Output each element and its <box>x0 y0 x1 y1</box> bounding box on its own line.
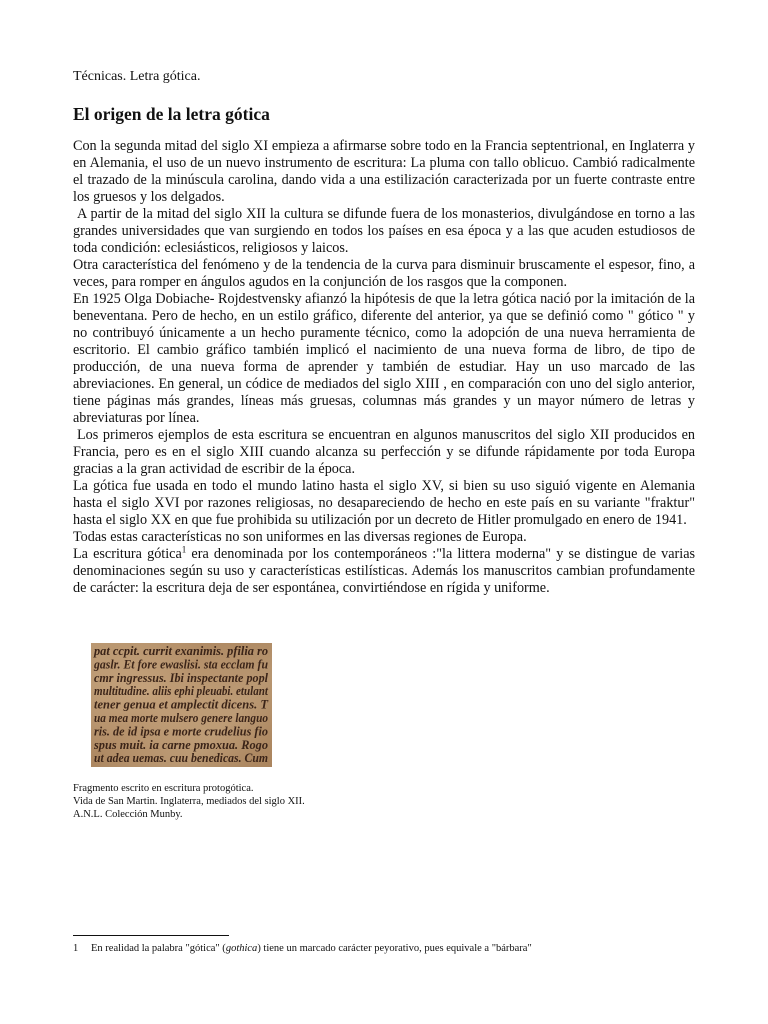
footnote <box>73 942 532 955</box>
page-title: El origen de la letra gótica <box>73 104 270 124</box>
paragraph-7: Todas estas características no son uniformes en las diversas regiones de Europa. <box>73 529 527 545</box>
paragraph-4: En 1925 Olga Dobiache- Rojdestvensky afianzó la hipótesis de que la letra gótica nació por la imitación de la beneventana. Pero de hecho, en un estilo gráfico, diferente del anterior, ya que se definió como " gótico " y no contribuyó únicamente a un hecho puramente técnico, como la adopción de una nueva herramienta de escritorio. El cambio gráfico también implicó el nacimiento de una nueva forma de libro, de tipo de producción, de una nueva forma de aprender y también de estudiar. Hay un uso marcado de las abreviaciones. En general, un códice de mediados del siglo XIII , en comparación con uno del siglo anterior, tiene páginas más grandes, líneas más gruesas, columnas más grandes y un mayor número de letras y abreviaturas por línea. <box>73 291 695 426</box>
manuscript-line: ua mea morte mulsero genere languo <box>94 711 268 725</box>
paragraph-8-start: La escritura gótica <box>73 546 182 562</box>
footnote-text-start: En realidad la palabra "gótica" ( <box>91 943 226 954</box>
article-body <box>73 138 695 597</box>
caption-line-3: A.N.L. Colección Munby. <box>73 809 183 820</box>
manuscript-line: pat ccpit. currit exanimis. pfilia ro <box>93 644 268 658</box>
manuscript-line: ut adea uemas. cuu benedicas. Cum <box>94 751 269 766</box>
manuscript-line: multitudine. aliis ephi pleuabi. etulant <box>94 684 269 699</box>
manuscript-line: cmr ingressus. Ibi inspectante popl <box>94 670 269 685</box>
footnote-reference[interactable]: 1 <box>181 544 187 555</box>
footnote-italic-word: gothica <box>225 943 258 954</box>
footnote-number: 1 <box>73 943 79 954</box>
figure-caption <box>73 782 305 821</box>
paragraph-8 <box>73 546 695 597</box>
manuscript-line: gaslr. Et fore ewaslisi. sta ecclam fu <box>93 657 269 672</box>
paragraph-6: La gótica fue usada en todo el mundo latino hasta el siglo XV, si bien su uso siguió vigente en Alemania hasta el siglo XVI por razones religiosas, no desapareciendo de hecho en este país en su variante "fraktur" hasta el siglo XX en que fue prohibida su utilización por un decreto de Hitler promulgado en enero de 1941. <box>73 478 695 528</box>
page-header: Técnicas. Letra gótica. <box>73 69 201 84</box>
manuscript-line: spus muit. ia carne pmoxua. Rogo <box>93 737 268 752</box>
caption-line-2: Vida de San Martin. Inglaterra, mediados del siglo XII. <box>73 796 305 807</box>
paragraph-2: A partir de la mitad del siglo XII la cultura se difunde fuera de los monasterios, divulgándose en torno a las grandes universidades que van surgiendo en todos los países en esa época y a las que acuden estudiosos de toda condición: eclesiásticos, religiosos y laicos. <box>73 206 695 256</box>
manuscript-line: tener genua et amplectit dicens. T <box>94 697 270 712</box>
manuscript-image <box>91 643 272 767</box>
paragraph-8-rest: era denominada por los contemporáneos :"la littera moderna" y se distingue de varias denominaciones según su uso y características estilísticas. Además los manuscritos cambian profundamente de carácter: la escritura deja de ser espontánea, convirtiéndose en rígida y uniforme. <box>73 546 696 596</box>
footnote-separator <box>73 935 229 936</box>
caption-line-1: Fragmento escrito en escritura protogótica. <box>73 783 254 794</box>
manuscript-line: ris. de id ipsa e morte crudelius fio <box>94 724 268 739</box>
manuscript-fragment <box>91 643 272 767</box>
paragraph-3: Otra característica del fenómeno y de la tendencia de la curva para disminuir bruscamente el espesor, fino, a veces, para romper en ángulos agudos en la conjunción de los rasgos que la componen. <box>73 257 695 290</box>
footnote-text-end: ) tiene un marcado carácter peyorativo, pues equivale a "bárbara" <box>257 943 532 954</box>
paragraph-1: Con la segunda mitad del siglo XI empieza a afirmarse sobre todo en la Francia septentrional, en Inglaterra y en Alemania, el uso de un nuevo instrumento de escritura: La pluma con tallo oblicuo. Cambió radicalmente el trazado de la minúscula carolina, dando vida a una estilización caracterizada por un fuerte contraste entre los gruesos y los delgados. <box>73 138 695 205</box>
paragraph-5: Los primeros ejemplos de esta escritura se encuentran en algunos manuscritos del siglo XII producidos en Francia, pero es en el siglo XIII cuando alcanza su perfección y se difunde rápidamente por toda Europa gracias a la gran actividad de escribir de la época. <box>73 427 695 477</box>
